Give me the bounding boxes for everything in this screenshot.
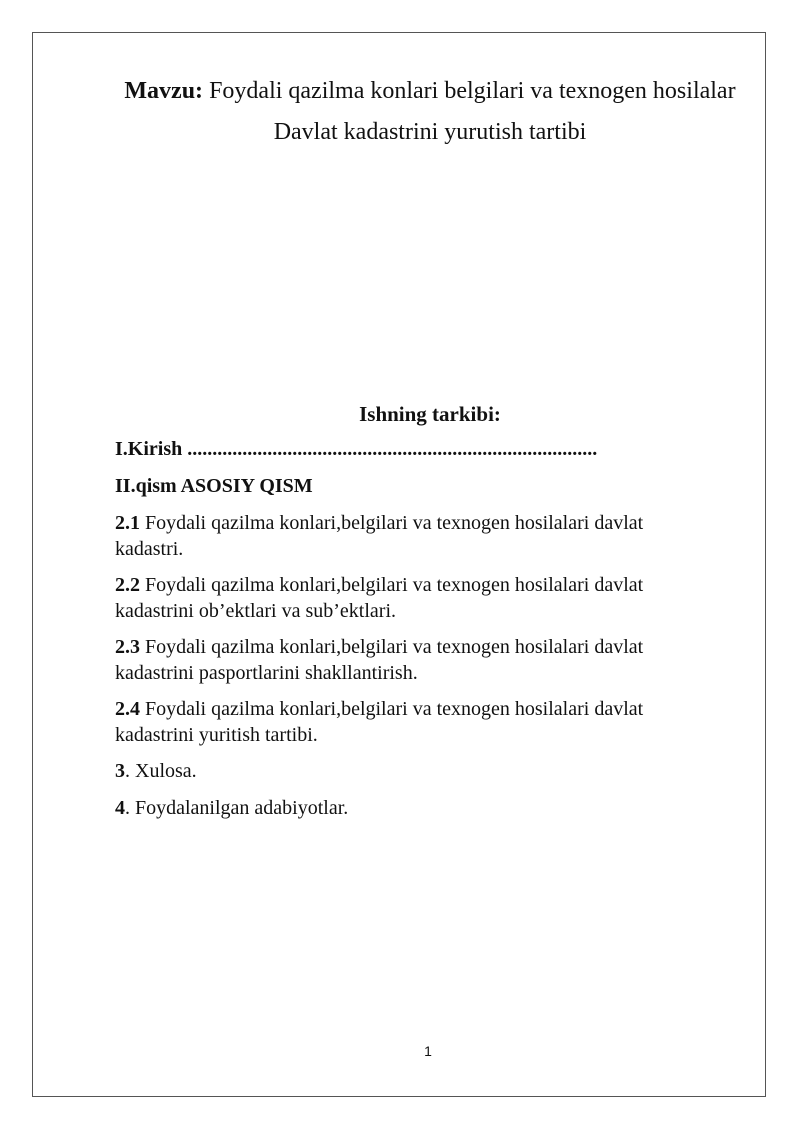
topic-title [80, 76, 780, 106]
toc-intro: I.Kirish .................................................................................. [115, 438, 598, 460]
toc-item-2-1 [115, 510, 715, 562]
toc-item-number: 2.4 [115, 698, 140, 720]
toc-item-number: 2.2 [115, 574, 140, 596]
toc-item-text: . Xulosa. [125, 760, 197, 782]
toc-conclusion [115, 758, 715, 784]
toc-item-text: Foydali qazilma konlari,belgilari va texnogen hosilalari davlat [140, 512, 644, 534]
toc-item-text-cont: kadastri. [115, 538, 184, 560]
toc-item-number: 3 [115, 760, 125, 782]
toc-item-text: Foydali qazilma konlari,belgilari va texnogen hosilalari davlat [140, 574, 644, 596]
toc-heading: Ishning tarkibi: [359, 402, 501, 426]
toc-item-2-3 [115, 634, 715, 686]
table-of-contents [115, 436, 715, 832]
toc-item-text: . Foydalanilgan adabiyotlar. [125, 797, 349, 819]
topic-line2: Davlat kadastrini yurutish tartibi [273, 119, 587, 145]
toc-references [115, 795, 715, 821]
topic-label: Mavzu: [124, 78, 204, 104]
page-number: 1 [424, 1043, 432, 1059]
toc-item-text: Foydali qazilma konlari,belgilari va texnogen hosilalari davlat [140, 698, 644, 720]
toc-item-text-cont: kadastrini pasportlarini shakllantirish. [115, 662, 418, 684]
topic-line1: Foydali qazilma konlari belgilari va texnogen hosilalar [203, 78, 736, 104]
toc-item-2-4 [115, 696, 715, 748]
toc-part2: II.qism ASOSIY QISM [115, 475, 313, 497]
toc-item-number: 4 [115, 797, 125, 819]
toc-item-text: Foydali qazilma konlari,belgilari va texnogen hosilalari davlat [140, 636, 644, 658]
toc-item-text-cont: kadastrini ob’ektlari va sub’ektlari. [115, 600, 397, 622]
toc-item-text-cont: kadastrini yuritish tartibi. [115, 724, 318, 746]
toc-item-number: 2.1 [115, 512, 140, 534]
toc-item-number: 2.3 [115, 636, 140, 658]
toc-item-2-2 [115, 572, 715, 624]
